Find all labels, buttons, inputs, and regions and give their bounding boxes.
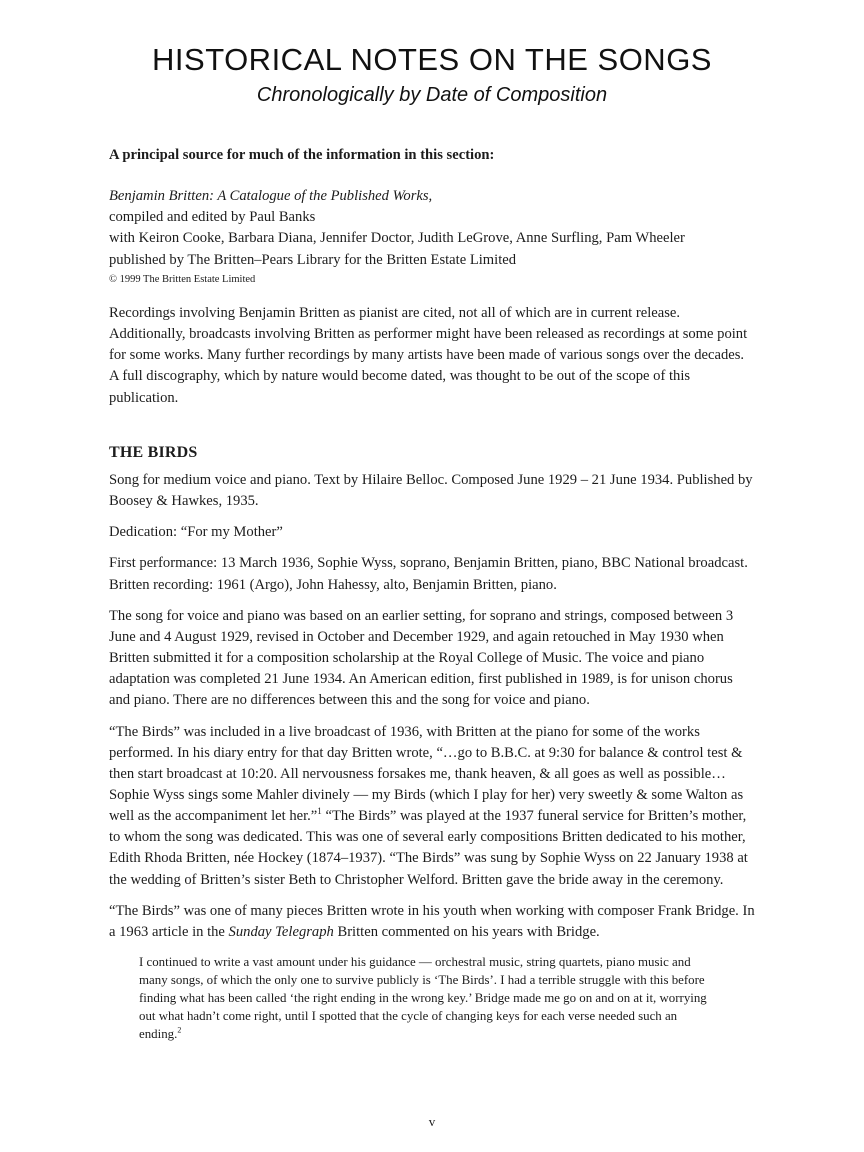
recordings-intro-paragraph: Recordings involving Benjamin Britten as pianist are cited, not all of which are in current release. Additionally, broadcasts involving Britten as performer might have been released as recordings at some point for some works. Many further recordings by many artists have been made of various songs over the decades. A full discography, which by nature would become dated, was thought to be out of the scope of this publication. [109, 305, 748, 406]
page-subtitle: Chronologically by Date of Composition [256, 84, 608, 106]
birds-history-paragraph: The song for voice and piano was based on an earlier setting, for soprano and strings, composed between 3 June and 4 August 1929, revised in October and December 1929, and again retouched in May 1930 when Britten submitted it for a composition scholarship at the Royal College of Music. The voice and piano adaptation was completed 21 June 1934. An American edition, first published in 1989, is for unison chorus and piano. There are no differences between this and the song for voice and piano. [109, 607, 734, 709]
page-title: HISTORICAL NOTES ON THE SONGS [152, 42, 712, 77]
source-compiled-line: compiled and edited by Paul Banks [109, 209, 316, 226]
page-header [0, 0, 864, 107]
birds-dedication-paragraph: Dedication: “For my Mother” [109, 524, 283, 541]
page-footer [0, 1114, 864, 1130]
birds-first-performance-paragraph: First performance: 13 March 1936, Sophie Wyss, soprano, Benjamin Britten, piano, BBC National broadcast. Britten recording: 1961 (Argo), John Hahessy, alto, Benjamin Britten, piano. [109, 555, 748, 593]
source-contributors-line: with Keiron Cooke, Barbara Diana, Jennifer Doctor, Judith LeGrove, Anne Surfling, Pam Wheeler [109, 230, 685, 247]
source-note-heading: A principal source for much of the information in this section: [109, 147, 495, 163]
source-work-title: Benjamin Britten: A Catalogue of the Published Works, [109, 188, 433, 205]
section-heading-the-birds: THE BIRDS [109, 443, 198, 461]
birds-description-paragraph: Song for medium voice and piano. Text by Hilaire Belloc. Composed June 1929 – 21 June 1934. Published by Boosey & Hawkes, 1935. [109, 471, 753, 510]
britten-quote-block: I continued to write a vast amount under his guidance — orchestral music, string quartets, piano music and many songs, of which the only one to survive publicly is ‘The Birds’. I had a terrible struggle with this before finding what has been called ‘the right ending in the wrong key.’ Bridge made me go on and on at it, worrying out what hadn’t come right, until I spotted that the cycle of changing keys for each verse needed such an ending.$^2$ [139, 955, 707, 1042]
page-number: v [428, 1114, 436, 1129]
page-body [109, 145, 755, 1043]
birds-broadcast-paragraph: “The Birds” was included in a live broadcast of 1936, with Britten at the piano for some of the works performed. In his diary entry for that day Britten wrote, “…go to B.B.C. at 9:30 for balance & control test & then start broadcast at 10:20. All nervousness forsakes me, thank heaven, & all goes as well as possible… Sophie Wyss sings some Mahler divinely — my Birds (which I play for her) very sweetly & some Walton as well as the accompaniment let her.”$^1$ “The Birds” was played at the 1937 funeral service for Britten’s mother, to whom the song was dedicated. This was one of several early compositions Britten dedicated to his mother, Edith Rhoda Britten, née Hockey (1874–1937). “The Birds” was sung by Sophie Wyss on 22 January 1938 at the wedding of Britten’s sister Beth to Christopher Welford. Britten gave the bride away in the ceremony. [109, 723, 748, 888]
source-publisher-line: published by The Britten–Pears Library for the Britten Estate Limited [109, 251, 517, 268]
source-copyright-line: © 1999 The Britten Estate Limited [109, 273, 256, 285]
source-citation-block [109, 186, 755, 287]
birds-bridge-paragraph: “The Birds” was one of many pieces Britten wrote in his youth when working with composer Frank Bridge. In a 1963 article in the Sunday Telegraph Britten commented on his years with Bridge. [109, 902, 755, 940]
